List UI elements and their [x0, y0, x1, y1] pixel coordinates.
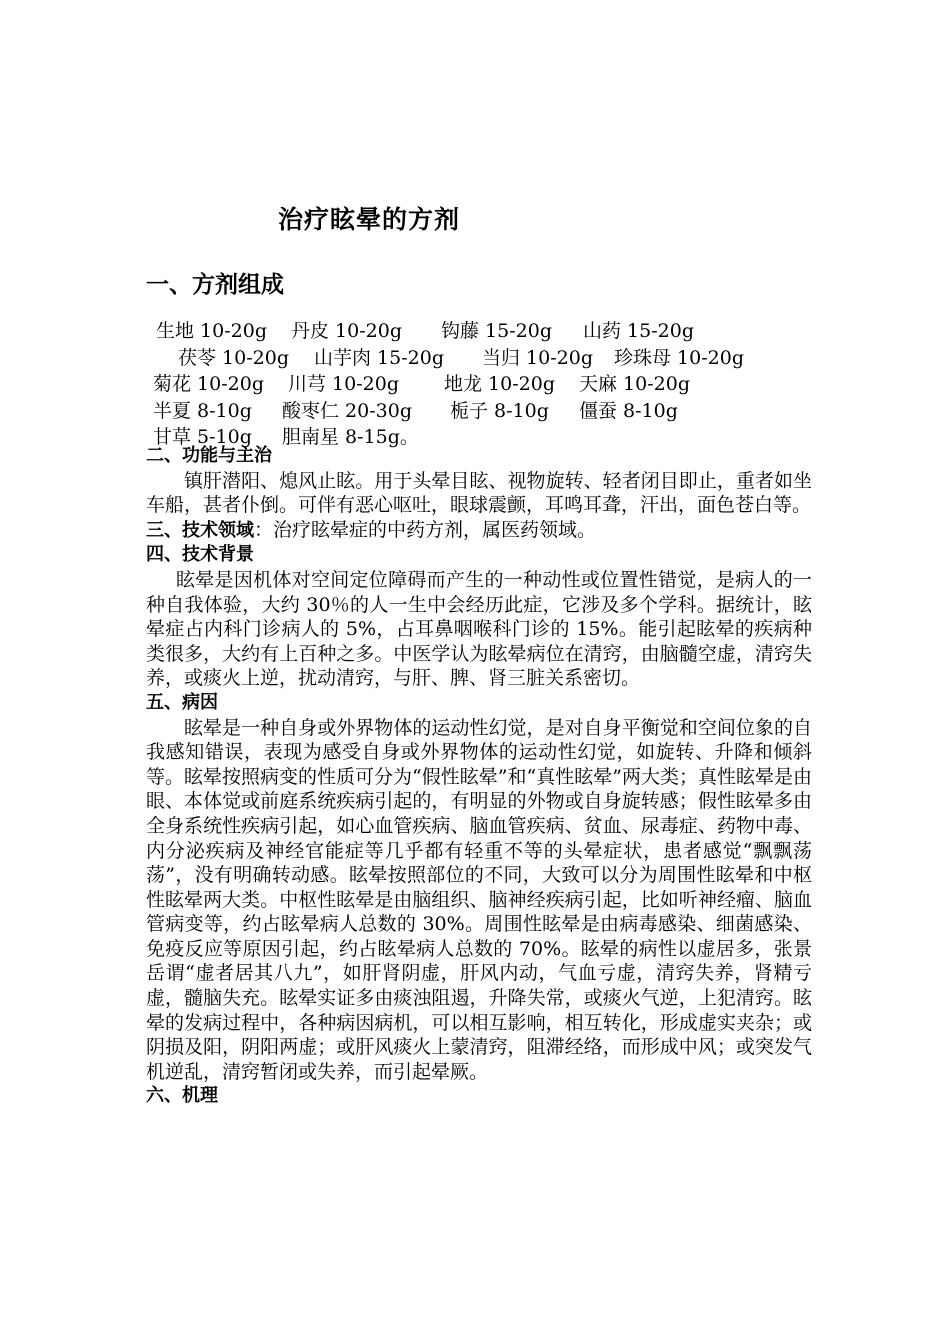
herb-item: 山药 15-20g: [583, 320, 694, 342]
herb-item: 胆南星 8-15g。: [282, 426, 419, 448]
section-2-text: 镇肝潜阳、熄风止眩。用于头晕目眩、视物旋转、轻者闭目即止，重者如坐车船，甚者仆倒。可伴有恶心呕吐，眼球震颤，耳鸣耳聋，汗出，面色苍白等。: [146, 469, 812, 517]
herb-item: 甘草 5-10g: [153, 426, 252, 448]
herb-item: 地龙 10-20g: [444, 373, 555, 395]
herb-item: 川芎 10-20g: [288, 373, 399, 395]
section-6-heading: 六、机理: [146, 1085, 218, 1107]
section-3-line: [146, 518, 812, 544]
section-1-heading: 一、方剂组成: [146, 272, 284, 298]
herb-item: 茯苓 10-20g: [178, 346, 289, 369]
herb-item: 生地 10-20g: [156, 320, 267, 342]
section-4-heading: 四、技术背景: [146, 544, 254, 566]
herb-item: 山芋肉 15-20g: [314, 346, 444, 369]
section-3-heading: 三、技术领域: [146, 519, 254, 541]
section-3-text: ：治疗眩晕症的中药方剂，属医药领域。: [254, 518, 597, 541]
section-5-heading: 五、病因: [146, 691, 218, 713]
herb-item: 栀子 8-10g: [450, 399, 549, 422]
section-4-text: 眩晕是因机体对空间定位障碍而产生的一种动性或位置性错觉，是病人的一种自我体验，大约 30％的人一生中会经历此症，它涉及多个学科。据统计，眩晕症占内科门诊病人的 5%，占耳鼻咽喉科门诊的 15%。能引起眩晕的疾病种类很多，大约有上百种之多。中医学认为眩晕病位在清窍，由脑髓空虚，清窍失养，或痰火上逆，扰动清窍，与肝、脾、肾三脏关系密切。: [146, 568, 812, 690]
section-5-text: 眩晕是一种自身或外界物体的运动性幻觉，是对自身平衡觉和空间位象的自我感知错误，表现为感受自身或外界物体的运动性幻觉，如旋转、升降和倾斜等。眩晕按照病变的性质可分为“假性眩晕”和“真性眩晕”两大类；真性眩晕是由眼、本体觉或前庭系统疾病引起的，有明显的外物或自身旋转感；假性眩晕多由全身系统性疾病引起，如心血管疾病、脑血管疾病、贫血、尿毒症、药物中毒、内分泌疾病及神经官能症等几乎都有轻重不等的头晕症状，患者感觉“飘飘荡荡”，没有明确转动感。眩晕按照部位的不同，大致可以分为周围性眩晕和中枢性眩晕两大类。中枢性眩晕是由脑组织、脑神经疾病引起，比如听神经瘤、脑血管病变等，约占眩晕病人总数的 30%。周围性眩晕是由病毒感染、细菌感染、免疫反应等原因引起，约占眩晕病人总数的 70%。眩晕的病性以虚居多，张景岳谓“虚者居其八九”，如肝肾阴虚，肝风内动，气血亏虚，清窍失养，肾精亏虚，髓脑失充。眩晕实证多由痰浊阻遏，升降失常，或痰火气逆，上犯清窍。眩晕的发病过程中，各种病因病机，可以相互影响，相互转化，形成虚实夹杂；或阴损及阳，阴阳两虚；或肝风痰火上蒙清窍，阻滞经络，而形成中风；或突发气机逆乱，清窍暂闭或失养，而引起晕厥。: [146, 716, 812, 1083]
herb-item: 天麻 10-20g: [579, 373, 690, 395]
herb-item: 珍珠母 10-20g: [614, 346, 744, 369]
herb-item: 半夏 8-10g: [153, 399, 252, 422]
herb-item: 酸枣仁 20-30g: [282, 399, 412, 422]
herb-item: 菊花 10-20g: [153, 373, 264, 395]
herb-item: 钩藤 15-20g: [441, 320, 552, 342]
document-title: 治疗眩晕的方剂: [278, 205, 461, 234]
section-2-heading: 二、功能与主治: [146, 445, 272, 466]
herb-item: 僵蚕 8-10g: [579, 399, 678, 422]
herb-item: 当归 10-20g: [482, 346, 593, 369]
document-body: [146, 444, 812, 1109]
herb-item: 丹皮 10-20g: [291, 320, 402, 342]
